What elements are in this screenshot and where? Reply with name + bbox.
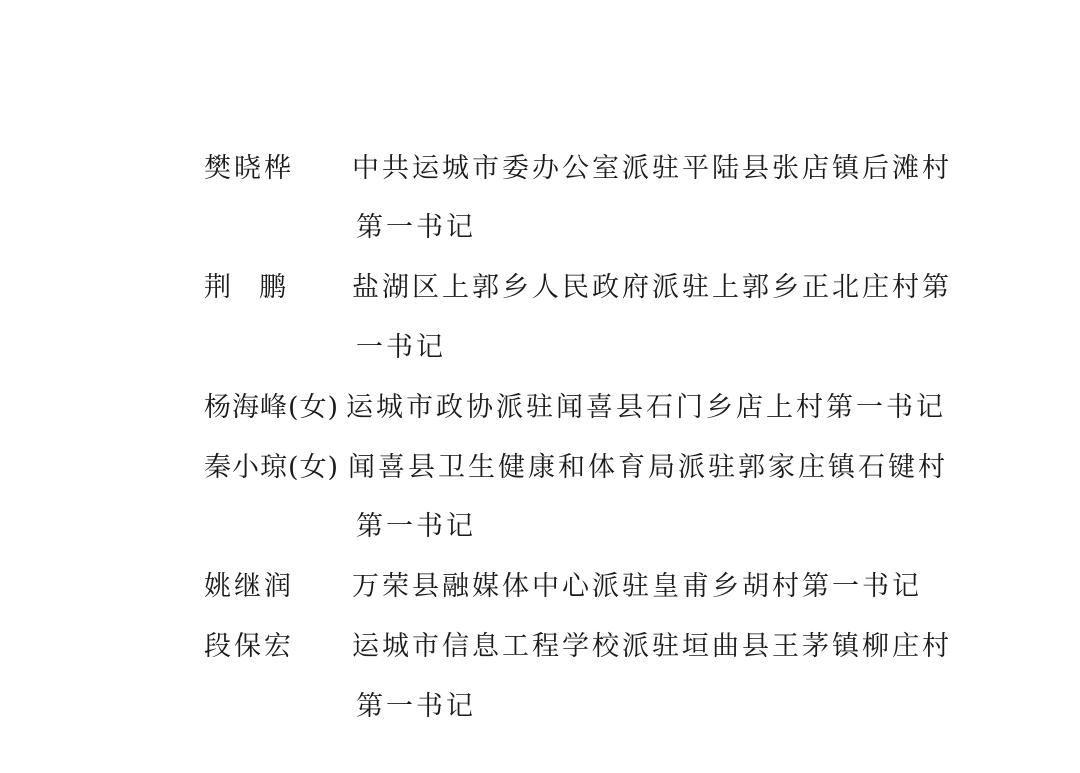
person-name: 杨海峰(女) <box>204 392 340 423</box>
position-title-continued: 第一书记 <box>356 511 476 542</box>
position-title: 盐湖区上郭乡人民政府派驻上郭乡正北庄村第 <box>352 272 952 303</box>
person-name: 樊晓桦 <box>204 153 294 184</box>
person-name <box>204 271 286 305</box>
position-title: 闻喜县卫生健康和体育局派驻郭家庄镇石键村 <box>348 452 948 483</box>
person-name-char: 鹏 <box>259 272 286 303</box>
position-title-continued: 第一书记 <box>356 691 476 722</box>
position-title: 万荣县融媒体中心派驻皇甫乡胡村第一书记 <box>352 571 922 602</box>
position-title-continued: 第一书记 <box>356 212 476 243</box>
position-title-continued: 一书记 <box>356 332 446 363</box>
position-title: 中共运城市委办公室派驻平陆县张店镇后滩村 <box>352 153 952 184</box>
position-title: 运城市政协派驻闻喜县石门乡店上村第一书记 <box>346 392 946 423</box>
person-name: 段保宏 <box>204 631 294 662</box>
person-name-char: 荆 <box>204 272 231 303</box>
person-name: 秦小琼(女) <box>204 452 340 483</box>
person-name: 姚继润 <box>204 571 294 602</box>
position-title: 运城市信息工程学校派驻垣曲县王茅镇柳庄村 <box>352 631 952 662</box>
